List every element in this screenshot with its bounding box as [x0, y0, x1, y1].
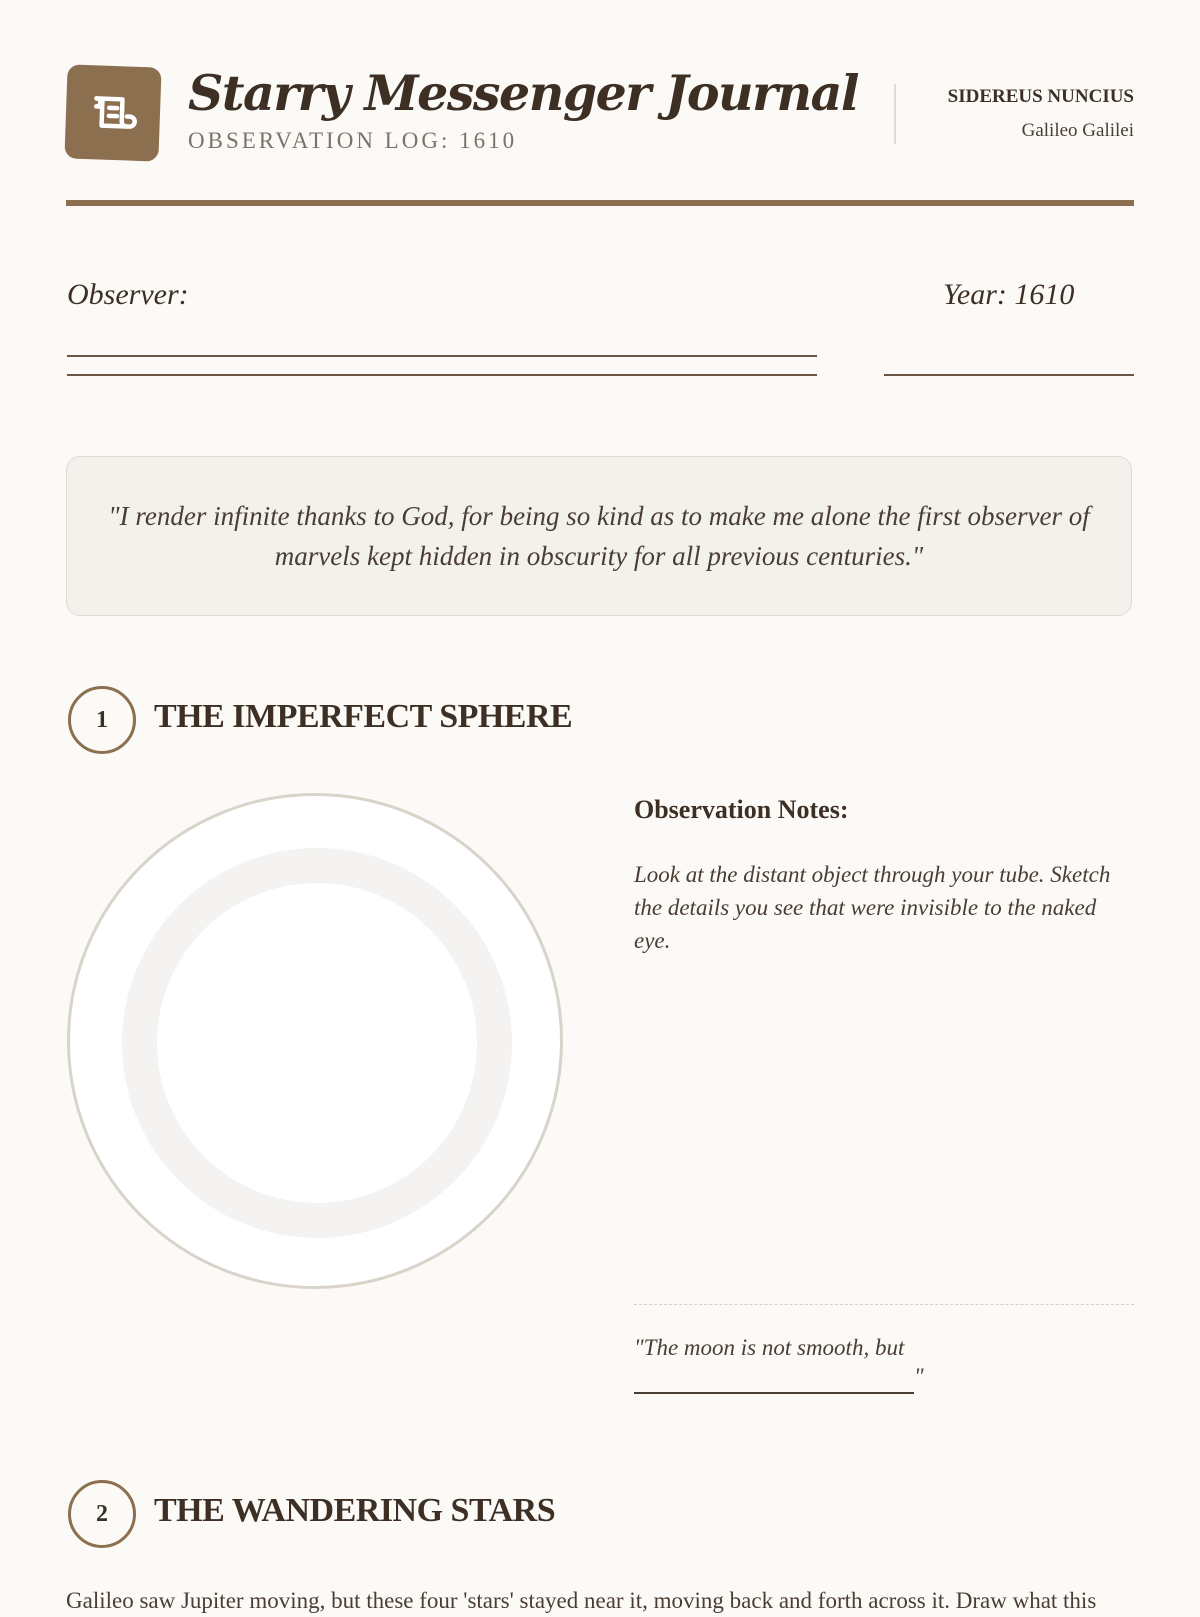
- quote-box: [66, 456, 1132, 616]
- section-title-2: THE WANDERING STARS: [154, 1492, 555, 1530]
- section-2-text: Galileo saw Jupiter moving, but these four 'stars' stayed near it, moving back and forth across it. Draw what this: [66, 1585, 1146, 1617]
- galileo-quote: "I render infinite thanks to God, for being so kind as to make me alone the first observer of marvels kept hidden in obscurity for all previous centuries.": [107, 496, 1091, 576]
- book-title: SIDEREUS NUNCIUS: [948, 86, 1134, 108]
- header-rule: [66, 200, 1134, 206]
- book-author: Galileo Galilei: [1022, 120, 1134, 142]
- observation-notes-heading: Observation Notes:: [634, 795, 848, 825]
- year-label: Year: 1610: [943, 278, 1074, 312]
- header-divider: [894, 84, 896, 144]
- notes-divider: [634, 1304, 1134, 1305]
- section-title-1: THE IMPERFECT SPHERE: [154, 698, 572, 736]
- observer-line-lower[interactable]: [67, 374, 817, 376]
- page-subtitle: OBSERVATION LOG: 1610: [188, 128, 517, 154]
- observer-label: Observer:: [67, 278, 189, 312]
- section-number-1: 1: [68, 686, 136, 754]
- sketch-inner-ring: [122, 848, 512, 1238]
- fill-in-close-quote: ": [914, 1364, 924, 1390]
- fill-in-blank[interactable]: [634, 1392, 914, 1394]
- fill-in-prompt: "The moon is not smooth, but: [634, 1332, 904, 1364]
- observation-notes-text: Look at the distant object through your tube. Sketch the details you see that were invisible to the naked eye.: [634, 858, 1134, 957]
- page-title: Starry Messenger Journal: [188, 64, 858, 122]
- section-number-2: 2: [68, 1480, 136, 1548]
- year-line[interactable]: [884, 374, 1134, 376]
- observer-line[interactable]: [67, 355, 817, 357]
- scroll-icon: [64, 64, 161, 161]
